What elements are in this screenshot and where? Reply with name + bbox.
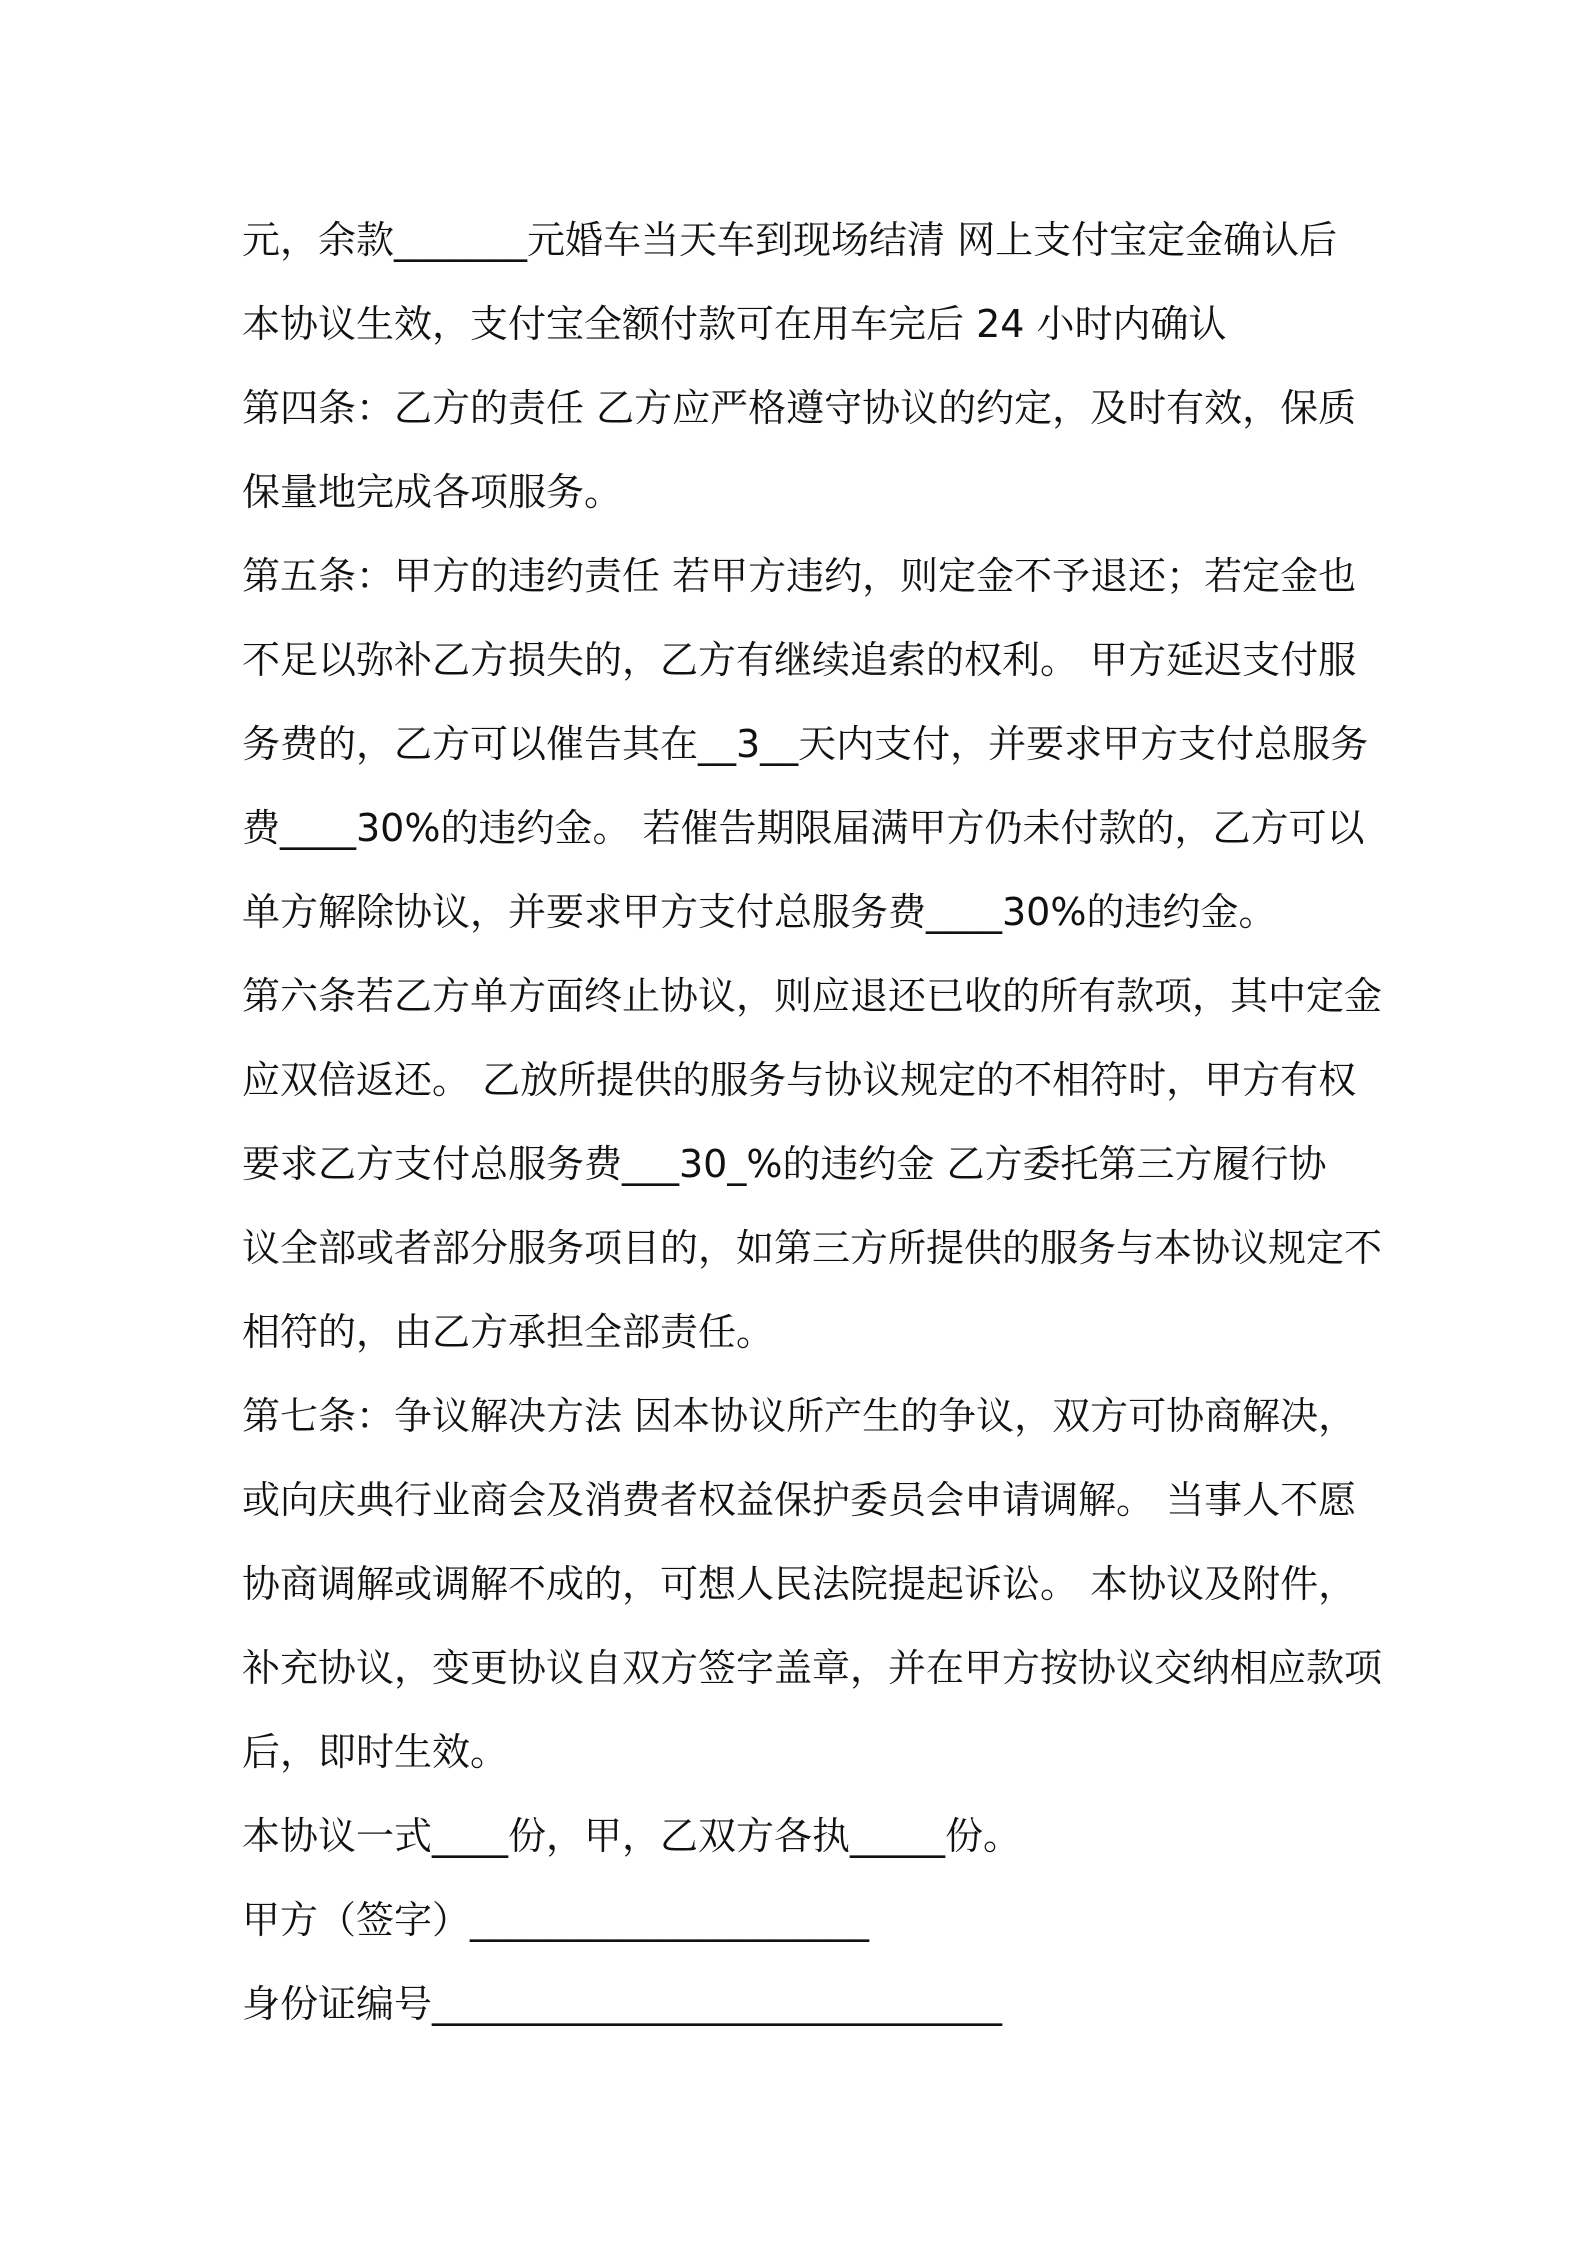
text-line: 第七条：争议解决方法 因本协议所产生的争议，双方可协商解决， — [242, 1394, 1357, 1438]
text-line: 费____30%的违约金。 若催告期限届满甲方仍未付款的，乙方可以 — [242, 806, 1365, 850]
text-line: 不足以弥补乙方损失的，乙方有继续追索的权利。 甲方延迟支付服 — [242, 638, 1357, 682]
text-line: 应双倍返还。 乙放所提供的服务与协议规定的不相符时，甲方有权 — [242, 1058, 1357, 1102]
text-line: 相符的，由乙方承担全部责任。 — [242, 1310, 775, 1354]
text-line: 要求乙方支付总服务费___30_%的违约金 乙方委托第三方履行协 — [242, 1142, 1327, 1186]
text-line: 本协议一式____份，甲，乙双方各执_____份。 — [242, 1814, 1022, 1858]
text-line: 后，即时生效。 — [242, 1730, 509, 1774]
text-line: 第四条：乙方的责任 乙方应严格遵守协议的约定，及时有效，保质 — [242, 386, 1357, 430]
text-line: 补充协议，变更协议自双方签字盖章，并在甲方按协议交纳相应款项 — [242, 1646, 1383, 1690]
signature-line-party-a: 甲方（签字）_____________________ — [242, 1898, 870, 1942]
text-line: 本协议生效，支付宝全额付款可在用车完后 24 小时内确认 — [242, 302, 1227, 346]
text-line: 第五条：甲方的违约责任 若甲方违约，则定金不予退还；若定金也 — [242, 554, 1357, 598]
text-line: 协商调解或调解不成的，可想人民法院提起诉讼。 本协议及附件， — [242, 1562, 1357, 1606]
document-body — [242, 198, 1383, 2046]
text-line: 元，余款_______元婚车当天车到现场结清 网上支付宝定金确认后 — [242, 218, 1338, 262]
id-number-line: 身份证编号______________________________ — [242, 1982, 1003, 2026]
text-line: 或向庆典行业商会及消费者权益保护委员会申请调解。 当事人不愿 — [242, 1478, 1357, 1522]
text-line: 议全部或者部分服务项目的，如第三方所提供的服务与本协议规定不 — [242, 1226, 1383, 1270]
text-line: 务费的，乙方可以催告其在__3__天内支付，并要求甲方支付总服务 — [242, 722, 1369, 766]
text-line: 保量地完成各项服务。 — [242, 470, 623, 514]
text-line: 单方解除协议，并要求甲方支付总服务费____30%的违约金。 — [242, 890, 1277, 934]
text-line: 第六条若乙方单方面终止协议，则应退还已收的所有款项，其中定金 — [242, 974, 1383, 1018]
